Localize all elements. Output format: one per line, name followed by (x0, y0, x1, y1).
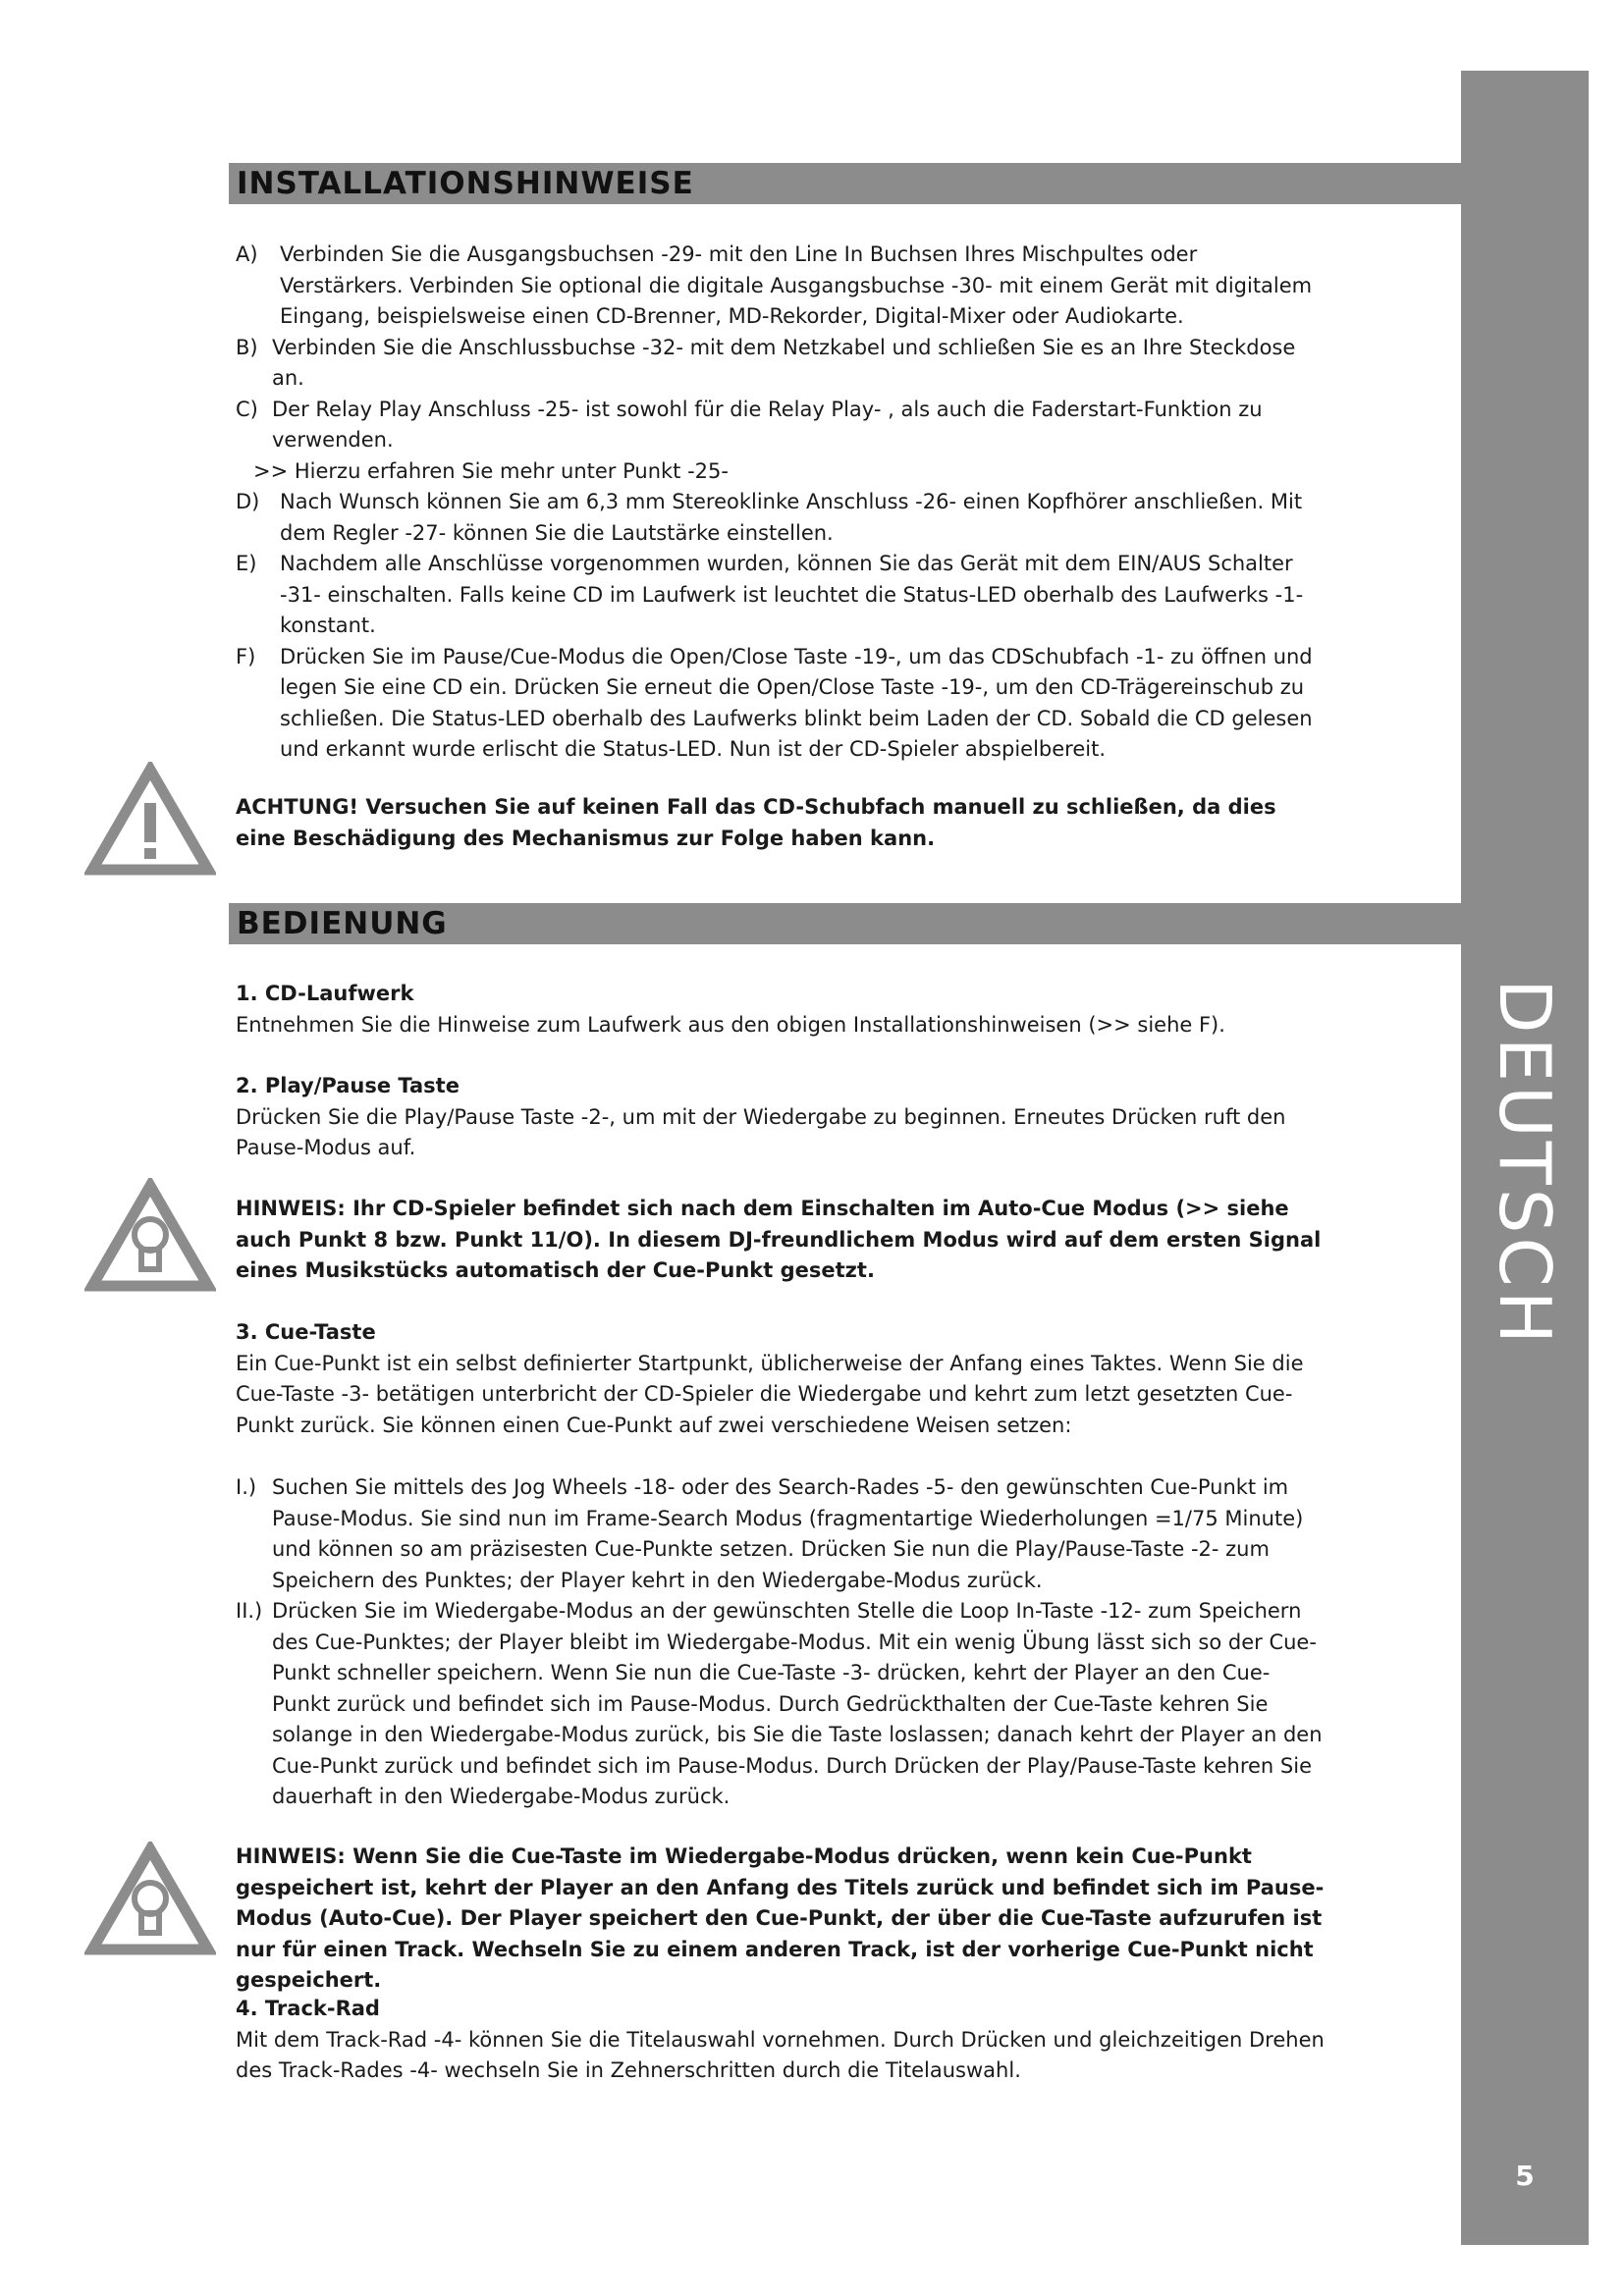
list-item (236, 1596, 1326, 1813)
subheading: 1. CD-Laufwerk (236, 982, 414, 1005)
section-title: INSTALLATIONSHINWEISE (237, 166, 694, 201)
subheading: 4. Track-Rad (236, 1997, 380, 2020)
list-item (236, 333, 1326, 395)
section-bar-operation (229, 903, 1461, 944)
item-text: Suchen Sie mittels des Jog Wheels -18- oder des Search-Rades -5- den gewünschten Cue-Punkt im Pause-Modus. Sie sind nun im Frame-Search Modus (fragmentartige Wiederholungen =1/75 Minute) und können so am präzisesten Cue-Punkte setzen. Drücken Sie nun die Play/Pause-Taste -2- zum Speichern des Punktes; der Player kehrt in den Wiedergabe-Modus zurück. (272, 1475, 1304, 1592)
subheading: 2. Play/Pause Taste (236, 1074, 460, 1097)
item-text: Verbinden Sie die Ausgangsbuchsen -29- mit den Line In Buchsen Ihres Mischpultes oder Verstärkers. Verbinden Sie optional die digitale Ausgangsbuchse -30- mit einem Gerät mit digitalem Eingang, beispielsweise einen CD-Brenner, MD-Rekorder, Digital-Mixer oder Audiokarte. (280, 242, 1313, 328)
paragraph: Drücken Sie die Play/Pause Taste -2-, um mit der Wiedergabe zu beginnen. Erneutes Drücken ruft den Pause-Modus auf. (236, 1104, 1286, 1159)
item-text: Nachdem alle Anschlüsse vorgenommen wurden, können Sie das Gerät mit dem EIN/AUS Schalter -31- einschalten. Falls keine CD im Laufwerk ist leuchtet die Status-LED oberhalb des Laufwerks -1- konstant. (280, 552, 1304, 637)
item-marker: D) (236, 490, 260, 513)
item-text: Verbinden Sie die Anschlussbuchse -32- mit dem Netzkabel und schließen Sie es an Ihre Steckdose an. (272, 335, 1296, 390)
list-item (236, 1472, 1326, 1596)
item-marker: I.) (236, 1475, 257, 1499)
list-item (236, 240, 1326, 333)
item-text: >> Hierzu erfahren Sie mehr unter Punkt -25- (253, 458, 729, 483)
hint-bulb-icon (84, 1842, 216, 1957)
paragraph: Mit dem Track-Rad -4- können Sie die Titelauswahl vornehmen. Durch Drücken und gleichzeitigen Drehen des Track-Rades -4- wechseln Sie in Zehnerschritten durch die Titelauswahl. (236, 2027, 1325, 2082)
item-marker: C) (236, 397, 258, 421)
list-item (236, 456, 1326, 488)
item-text: Der Relay Play Anschluss -25- ist sowohl für die Relay Play- , als auch die Faderstart-Funktion zu verwenden. (272, 397, 1263, 452)
hint-bulb-icon (84, 1178, 216, 1294)
item-marker: II.) (236, 1599, 263, 1623)
language-tab (1461, 957, 1589, 1369)
item-marker: F) (236, 644, 256, 668)
list-item (236, 642, 1326, 766)
operation-s4 (236, 1994, 1326, 2087)
operation-s3 (236, 1317, 1326, 1441)
operation-s2 (236, 1071, 1326, 1164)
item-text: Nach Wunsch können Sie am 6,3 mm Stereoklinke Anschluss -26- einen Kopfhörer anschließen. Mit dem Regler -27- können Sie die Lautstärke einstellen. (280, 490, 1303, 545)
operation-s1 (236, 979, 1326, 1041)
warning-icon (84, 762, 216, 878)
hint-note: HINWEIS: Ihr CD-Spieler befindet sich nach dem Einschalten im Auto-Cue Modus (>> siehe auch Punkt 8 bzw. Punkt 11/O). In diesem DJ-freundlichem Modus wird auf dem ersten Signal eines Musikstücks automatisch der Cue-Punkt gesetzt. (236, 1197, 1322, 1282)
item-text: Drücken Sie im Wiedergabe-Modus an der gewünschten Stelle die Loop In-Taste -12- zum Speichern des Cue-Punktes; der Player bleibt im Wiedergabe-Modus. Mit ein wenig Übung lässt sich so der Cue-Punkt schneller speichern. Wenn Sie nun die Cue-Taste -3- drücken, kehrt der Player an den Cue-Punkt zurück und befindet sich im Pause-Modus. Durch Gedrückthalten der Cue-Taste kehren Sie solange in den Wiedergabe-Modus zurück, bis Sie die Taste loslassen; danach kehrt der Player an den Cue-Punkt zurück und befindet sich im Pause-Modus. Durch Drücken der Play/Pause-Taste kehren Sie dauerhaft in den Wiedergabe-Modus zurück. (272, 1599, 1323, 1808)
list-item (236, 549, 1326, 642)
item-text: Drücken Sie im Pause/Cue-Modus die Open/Close Taste -19-, um das CDSchubfach -1- zu öffnen und legen Sie eine CD ein. Drücken Sie erneut die Open/Close Taste -19-, um den CD-Trägereinschub zu schließen. Die Status-LED oberhalb des Laufwerks blinkt beim Laden der CD. Sobald die CD gelesen und erkannt wurde erlischt die Status-LED. Nun ist der CD-Spieler abspielbereit. (280, 644, 1313, 761)
installation-list (236, 240, 1326, 766)
cue-method-list (236, 1472, 1326, 1813)
page-number: 5 (1515, 2160, 1535, 2192)
paragraph: Ein Cue-Punkt ist ein selbst definierter Startpunkt, üblicherweise der Anfang eines Taktes. Wenn Sie die Cue-Taste -3- betätigen unterbricht der CD-Spieler die Wiedergabe und kehrt zum letzt gesetzten Cue-Punkt zurück. Sie können einen Cue-Punkt auf zwei verschiedene Weisen setzen: (236, 1351, 1304, 1437)
list-item (236, 487, 1326, 549)
language-tab-label: DEUTSCH (1484, 979, 1567, 1348)
item-marker (236, 456, 253, 488)
section-bar-installation (229, 163, 1461, 204)
warning-note: ACHTUNG! Versuchen Sie auf keinen Fall das CD-Schubfach manuell zu schließen, da dies eine Beschädigung des Mechanismus zur Folge haben kann. (236, 795, 1276, 850)
paragraph: Entnehmen Sie die Hinweise zum Laufwerk aus den obigen Installationshinweisen (>> siehe F). (236, 1012, 1225, 1037)
hint-note: HINWEIS: Wenn Sie die Cue-Taste im Wiedergabe-Modus drücken, wenn kein Cue-Punkt gespeichert ist, kehrt der Player an den Anfang des Titels zurück und befindet sich im Pause-Modus (Auto-Cue). Der Player speichert den Cue-Punkt, der über die Cue-Taste aufzurufen ist nur für einen Track. Wechseln Sie zu einem anderen Track, ist der vorherige Cue-Punkt nicht gespeichert. (236, 1844, 1325, 1992)
item-marker: E) (236, 552, 257, 575)
item-marker: A) (236, 242, 258, 266)
section-title: BEDIENUNG (237, 906, 448, 941)
item-marker: B) (236, 335, 258, 359)
list-item (236, 395, 1326, 456)
subheading: 3. Cue-Taste (236, 1320, 376, 1344)
